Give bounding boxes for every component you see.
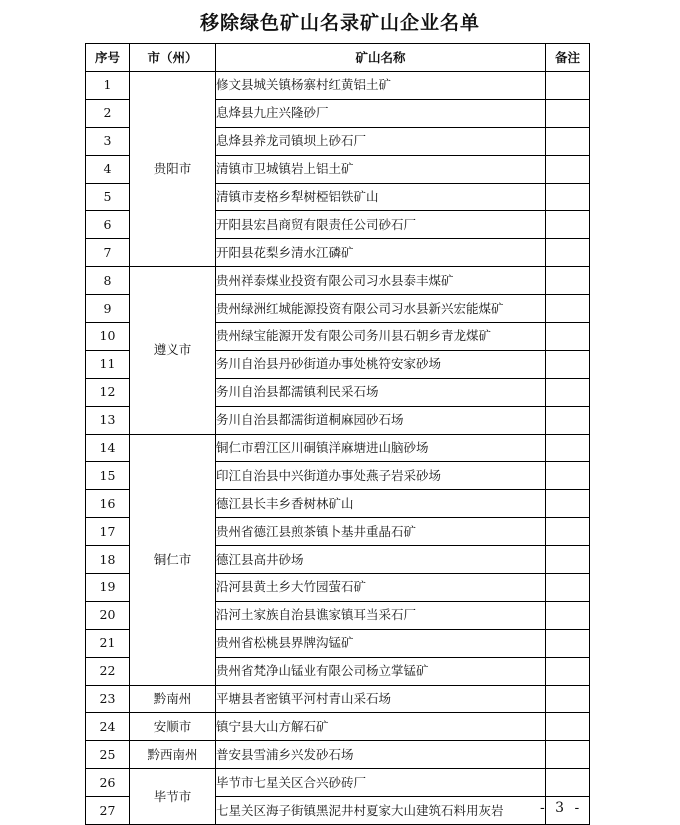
document-title: 移除绿色矿山名录矿山企业名单 <box>199 12 480 34</box>
row-seq: 7 <box>86 239 130 267</box>
row-seq: 26 <box>86 769 130 797</box>
row-note <box>546 211 590 239</box>
row-note <box>546 741 590 769</box>
row-mine-name: 毕节市七星关区合兴砂砖厂 <box>216 769 546 797</box>
row-seq: 12 <box>86 378 130 406</box>
row-seq: 2 <box>86 99 130 127</box>
row-note <box>546 657 590 685</box>
header-city: 市（州） <box>130 44 216 72</box>
row-note <box>546 462 590 490</box>
row-seq: 16 <box>86 490 130 518</box>
row-seq: 18 <box>86 546 130 574</box>
row-note <box>546 295 590 323</box>
row-mine-name: 贵州省德江县煎茶镇卜基井重晶石矿 <box>216 518 546 546</box>
row-note <box>546 546 590 574</box>
row-note <box>546 490 590 518</box>
row-note <box>546 350 590 378</box>
table-row <box>86 769 590 797</box>
row-note <box>546 518 590 546</box>
row-mine-name: 沿河县黄土乡大竹园萤石矿 <box>216 574 546 602</box>
row-seq: 21 <box>86 629 130 657</box>
row-mine-name: 贵州绿宝能源开发有限公司务川县石朝乡青龙煤矿 <box>216 323 546 351</box>
row-mine-name: 务川自治县都濡街道桐麻园砂石场 <box>216 406 546 434</box>
row-seq: 24 <box>86 713 130 741</box>
row-seq: 3 <box>86 127 130 155</box>
row-mine-name: 贵州省梵净山锰业有限公司杨立掌锰矿 <box>216 657 546 685</box>
row-note <box>546 685 590 713</box>
row-city: 黔西南州 <box>130 741 216 769</box>
row-mine-name: 普安县雪浦乡兴发砂石场 <box>216 741 546 769</box>
row-mine-name: 德江县高井砂场 <box>216 546 546 574</box>
row-seq: 27 <box>86 797 130 825</box>
row-mine-name: 开阳县宏昌商贸有限责任公司砂石厂 <box>216 211 546 239</box>
row-mine-name: 开阳县花梨乡清水江磷矿 <box>216 239 546 267</box>
row-mine-name: 贵州祥泰煤业投资有限公司习水县泰丰煤矿 <box>216 267 546 295</box>
row-seq: 15 <box>86 462 130 490</box>
row-city: 毕节市 <box>130 769 216 825</box>
row-note <box>546 239 590 267</box>
row-note <box>546 99 590 127</box>
row-seq: 19 <box>86 574 130 602</box>
row-note <box>546 713 590 741</box>
table-row <box>86 72 590 100</box>
table-row <box>86 685 590 713</box>
row-note <box>546 629 590 657</box>
row-city: 黔南州 <box>130 685 216 713</box>
row-seq: 4 <box>86 155 130 183</box>
row-seq: 11 <box>86 350 130 378</box>
table-row <box>86 713 590 741</box>
row-note <box>546 574 590 602</box>
row-seq: 10 <box>86 323 130 351</box>
row-city: 贵阳市 <box>130 72 216 267</box>
row-note <box>546 127 590 155</box>
row-seq: 8 <box>86 267 130 295</box>
row-seq: 1 <box>86 72 130 100</box>
row-note <box>546 769 590 797</box>
row-note <box>546 183 590 211</box>
row-mine-name: 镇宁县大山方解石矿 <box>216 713 546 741</box>
row-note <box>546 434 590 462</box>
row-mine-name: 务川自治县丹砂街道办事处桃符安家砂场 <box>216 350 546 378</box>
table-body <box>86 72 590 825</box>
row-seq: 20 <box>86 601 130 629</box>
row-mine-name: 贵州绿洲红城能源投资有限公司习水县新兴宏能煤矿 <box>216 295 546 323</box>
row-city: 铜仁市 <box>130 434 216 685</box>
row-mine-name: 沿河土家族自治县谯家镇耳当采石厂 <box>216 601 546 629</box>
row-mine-name: 清镇市麦格乡犁树椏铝铁矿山 <box>216 183 546 211</box>
row-mine-name: 清镇市卫城镇岩上铝土矿 <box>216 155 546 183</box>
table-row <box>86 267 590 295</box>
row-note <box>546 601 590 629</box>
row-city: 安顺市 <box>130 713 216 741</box>
row-mine-name: 修文县城关镇杨寨村红黄铝土矿 <box>216 72 546 100</box>
table-row <box>86 434 590 462</box>
row-note <box>546 72 590 100</box>
header-seq: 序号 <box>86 44 130 72</box>
row-mine-name: 息烽县九庄兴隆砂厂 <box>216 99 546 127</box>
header-name: 矿山名称 <box>216 44 546 72</box>
row-mine-name: 德江县长丰乡香树林矿山 <box>216 490 546 518</box>
row-mine-name: 铜仁市碧江区川硐镇洋麻塘进山脑砂场 <box>216 434 546 462</box>
row-mine-name: 息烽县养龙司镇坝上砂石厂 <box>216 127 546 155</box>
row-seq: 13 <box>86 406 130 434</box>
page-number: - 3 - <box>540 800 583 816</box>
row-seq: 22 <box>86 657 130 685</box>
mine-list-table <box>85 43 590 825</box>
row-city: 遵义市 <box>130 267 216 434</box>
row-seq: 23 <box>86 685 130 713</box>
row-seq: 6 <box>86 211 130 239</box>
row-seq: 9 <box>86 295 130 323</box>
header-row <box>86 44 590 72</box>
row-seq: 17 <box>86 518 130 546</box>
header-note: 备注 <box>546 44 590 72</box>
row-mine-name: 贵州省松桃县界牌沟锰矿 <box>216 629 546 657</box>
row-note <box>546 323 590 351</box>
row-mine-name: 七星关区海子街镇黑泥井村夏家大山建筑石料用灰岩 <box>216 797 546 825</box>
row-seq: 14 <box>86 434 130 462</box>
row-note <box>546 406 590 434</box>
row-mine-name: 务川自治县都濡镇利民采石场 <box>216 378 546 406</box>
row-note <box>546 155 590 183</box>
row-note <box>546 267 590 295</box>
table-row <box>86 741 590 769</box>
row-seq: 25 <box>86 741 130 769</box>
row-mine-name: 印江自治县中兴街道办事处燕子岩采砂场 <box>216 462 546 490</box>
row-note <box>546 378 590 406</box>
row-mine-name: 平塘县者密镇平河村青山采石场 <box>216 685 546 713</box>
row-seq: 5 <box>86 183 130 211</box>
